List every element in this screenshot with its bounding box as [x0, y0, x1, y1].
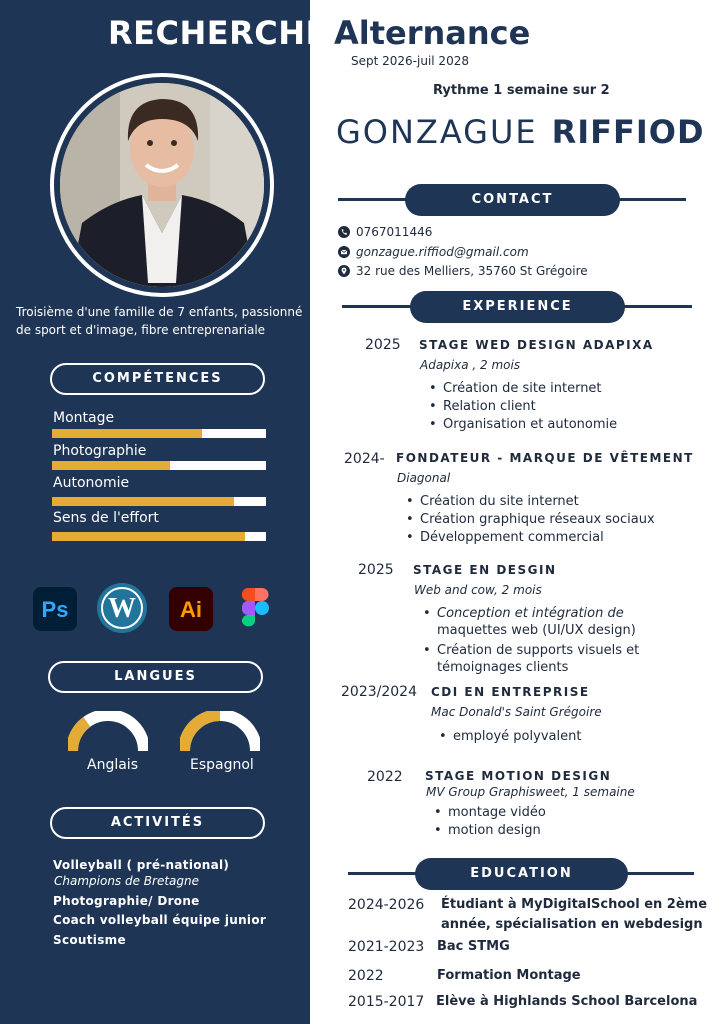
experience-section-title: EXPERIENCE — [410, 291, 625, 323]
experience-title: CDI EN ENTREPRISE — [431, 685, 590, 699]
photoshop-icon — [32, 586, 78, 632]
languages-section-title: LANGUES — [48, 661, 263, 693]
first-name: GONZAGUE — [336, 113, 538, 151]
contact-phone — [338, 225, 432, 239]
skill-label: Sens de l'effort — [53, 510, 159, 526]
experience-year: 2023/2024 — [341, 684, 417, 700]
skill-label: Photographie — [53, 443, 147, 459]
svg-text:W: W — [108, 593, 136, 624]
svg-text:Ai: Ai — [180, 597, 202, 622]
list-item: • Création graphique réseaux sociaux — [400, 511, 655, 529]
experience-bullets — [417, 642, 639, 660]
candidate-name — [336, 113, 705, 151]
illustrator-icon — [168, 586, 214, 632]
list-item: • montage vidéo — [428, 804, 546, 822]
activity-sub: Champions de Bretagne — [54, 874, 200, 888]
list-item: • Organisation et autonomie — [423, 416, 617, 434]
experience-title: STAGE EN DESGIN — [413, 563, 557, 577]
activity-item: Scoutisme — [53, 933, 126, 947]
skill-bar-fill — [52, 532, 245, 541]
experience-title: FONDATEUR - MARQUE DE VÊTEMENT — [396, 451, 694, 465]
email-icon — [338, 246, 350, 258]
education-year: 2024-2026 — [348, 897, 425, 913]
list-item: • Relation client — [423, 398, 617, 416]
address: 32 rue des Melliers, 35760 St Grégoire — [356, 264, 588, 278]
skill-label: Autonomie — [53, 475, 130, 491]
education-line: Étudiant à MyDigitalSchool en 2ème — [441, 897, 708, 912]
header-right-title: Alternance — [334, 14, 531, 52]
experience-bullets — [433, 728, 581, 746]
header-left-title: RECHERCHE — [108, 14, 328, 52]
experience-year: 2025 — [358, 562, 394, 578]
education-year: 2021-2023 — [348, 939, 425, 955]
experience-year: 2025 — [365, 337, 401, 353]
language-gauge-fill — [72, 722, 87, 751]
contact-address — [338, 264, 588, 278]
activities-section-title: ACTIVITÉS — [50, 807, 265, 839]
skill-bar-fill — [52, 429, 202, 438]
experience-bullets — [428, 804, 546, 840]
language-gauge — [68, 711, 148, 755]
location-icon — [338, 265, 350, 277]
skill-bar — [52, 532, 266, 541]
education-text: Bac STMG — [437, 939, 510, 954]
svg-text:Ps: Ps — [41, 597, 69, 622]
profile-photo — [60, 83, 264, 287]
education-year: 2022 — [348, 968, 384, 984]
experience-year: 2024- — [344, 451, 385, 467]
contact-section-title: CONTACT — [405, 184, 620, 216]
list-item-continuation: maquettes web (UI/UX design) — [437, 623, 636, 638]
experience-title: STAGE MOTION DESIGN — [425, 769, 612, 783]
skill-bar — [52, 497, 266, 506]
experience-year: 2022 — [367, 769, 403, 785]
list-item: • motion design — [428, 822, 546, 840]
activity-item: Coach volleyball équipe junior — [53, 913, 267, 927]
education-text: Formation Montage — [437, 968, 581, 983]
activity-item: Photographie/ Drone — [53, 894, 200, 908]
profile-photo-frame — [50, 73, 274, 297]
education-text — [441, 895, 707, 935]
skill-bar-fill — [52, 497, 234, 506]
experience-title: STAGE WED DESIGN ADAPIXA — [419, 338, 654, 352]
experience-company: Adapixa , 2 mois — [420, 358, 521, 372]
email-address[interactable]: gonzague.riffiod@gmail.com — [356, 245, 529, 259]
list-item: • Développement commercial — [400, 529, 655, 547]
last-name: RIFFIOD — [551, 113, 705, 151]
list-item: • Création du site internet — [400, 493, 655, 511]
experience-bullets — [423, 380, 617, 434]
skill-bar-fill — [52, 461, 170, 470]
list-item: • Conception et intégration de — [417, 605, 624, 623]
language-label: Espagnol — [190, 757, 254, 773]
skill-bar — [52, 429, 266, 438]
work-rhythm: Rythme 1 semaine sur 2 — [433, 83, 610, 98]
language-label: Anglais — [87, 757, 138, 773]
phone-number[interactable]: 0767011446 — [356, 225, 433, 239]
language-gauge — [180, 711, 260, 755]
figma-icon — [240, 587, 270, 629]
education-text: Elève à Highlands School Barcelona — [436, 994, 698, 1009]
list-item: • Création de site internet — [423, 380, 617, 398]
phone-icon — [338, 226, 350, 238]
skill-bar — [52, 461, 266, 470]
education-section-title: EDUCATION — [415, 858, 628, 890]
experience-company: Web and cow, 2 mois — [414, 583, 542, 597]
intro-text: Troisième d'une famille de 7 enfants, passionné de sport et d'image, fibre entreprenariale — [16, 305, 303, 337]
list-item-continuation: témoignages clients — [437, 660, 569, 675]
activity-item: Volleyball ( pré-national) — [53, 858, 230, 872]
skills-section-title: COMPÉTENCES — [50, 363, 265, 395]
experience-company: Diagonal — [397, 471, 451, 485]
wordpress-icon — [96, 582, 148, 634]
list-item: • employé polyvalent — [433, 728, 581, 746]
contact-email — [338, 245, 529, 259]
experience-bullets — [400, 493, 655, 547]
list-item: • Création de supports visuels et — [417, 642, 639, 660]
skill-label: Montage — [53, 410, 115, 426]
experience-company: Mac Donald's Saint Grégoire — [431, 705, 602, 719]
availability-dates: Sept 2026-juil 2028 — [351, 54, 469, 68]
education-year: 2015-2017 — [348, 994, 425, 1010]
language-gauge-fill — [184, 715, 220, 751]
education-line: année, spécialisation en webdesign — [441, 917, 703, 932]
experience-company: MV Group Graphisweet, 1 semaine — [426, 785, 635, 799]
experience-bullets — [417, 605, 624, 623]
